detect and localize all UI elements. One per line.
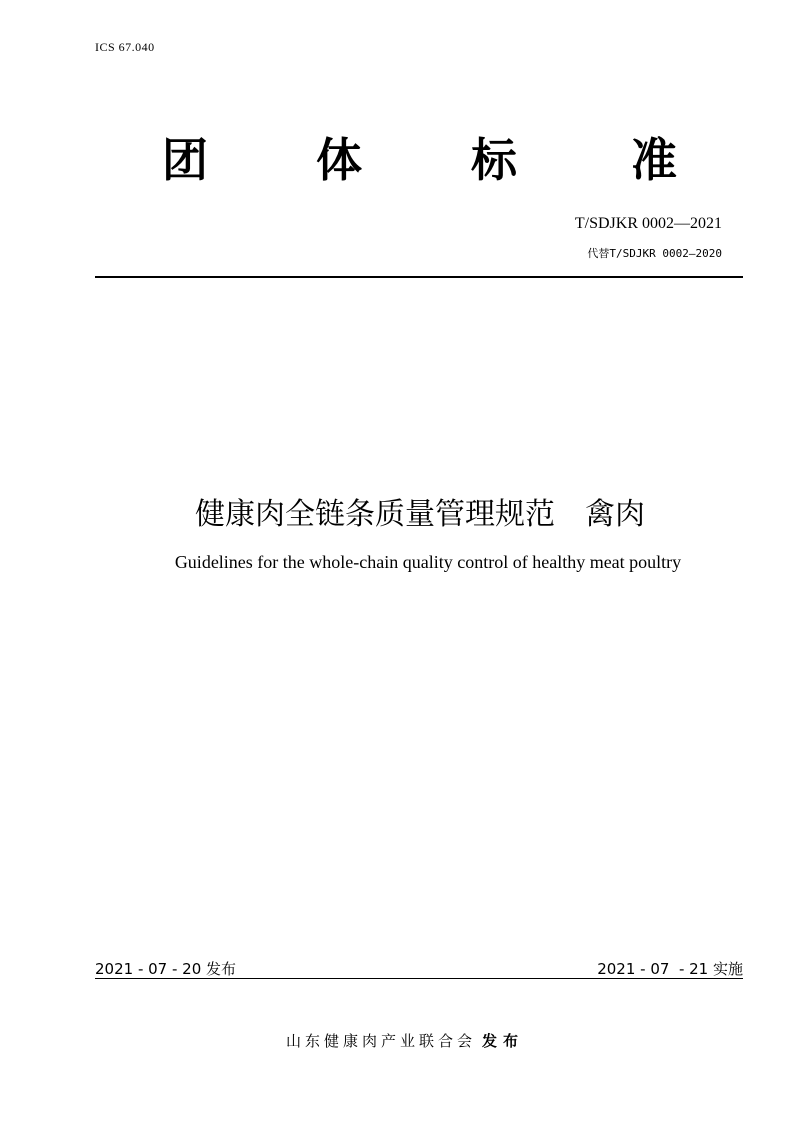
document-title-part: 禽肉 xyxy=(585,497,645,532)
header-divider xyxy=(95,276,743,278)
issue-date: 2021 - 07 - 20 发布 xyxy=(95,960,237,978)
title-char-4: 准 xyxy=(631,133,677,187)
title-char-2: 体 xyxy=(316,133,362,187)
standard-number: T/SDJKR 0002—2021 xyxy=(574,215,722,232)
replaced-standard: 代替T/SDJKR 0002—2020 xyxy=(587,247,722,260)
document-english-title: Guidelines for the whole-chain quality control of healthy meat poultry xyxy=(174,552,682,572)
document-title xyxy=(0,493,800,537)
title-char-3: 标 xyxy=(471,133,517,187)
publisher-line xyxy=(0,1030,800,1051)
title-char-1: 团 xyxy=(162,133,208,187)
publisher-action: 发布 xyxy=(482,1032,525,1050)
document-title-main: 健康肉全链条质量管理规范 xyxy=(195,497,555,532)
dates-divider xyxy=(95,978,743,979)
publisher-organization: 山东健康肉产业联合会 xyxy=(285,1032,476,1050)
document-category-title xyxy=(0,130,800,190)
effective-date: 2021 - 07 - 21 实施 xyxy=(597,960,743,978)
ics-code: ICS 67.040 xyxy=(95,40,155,54)
